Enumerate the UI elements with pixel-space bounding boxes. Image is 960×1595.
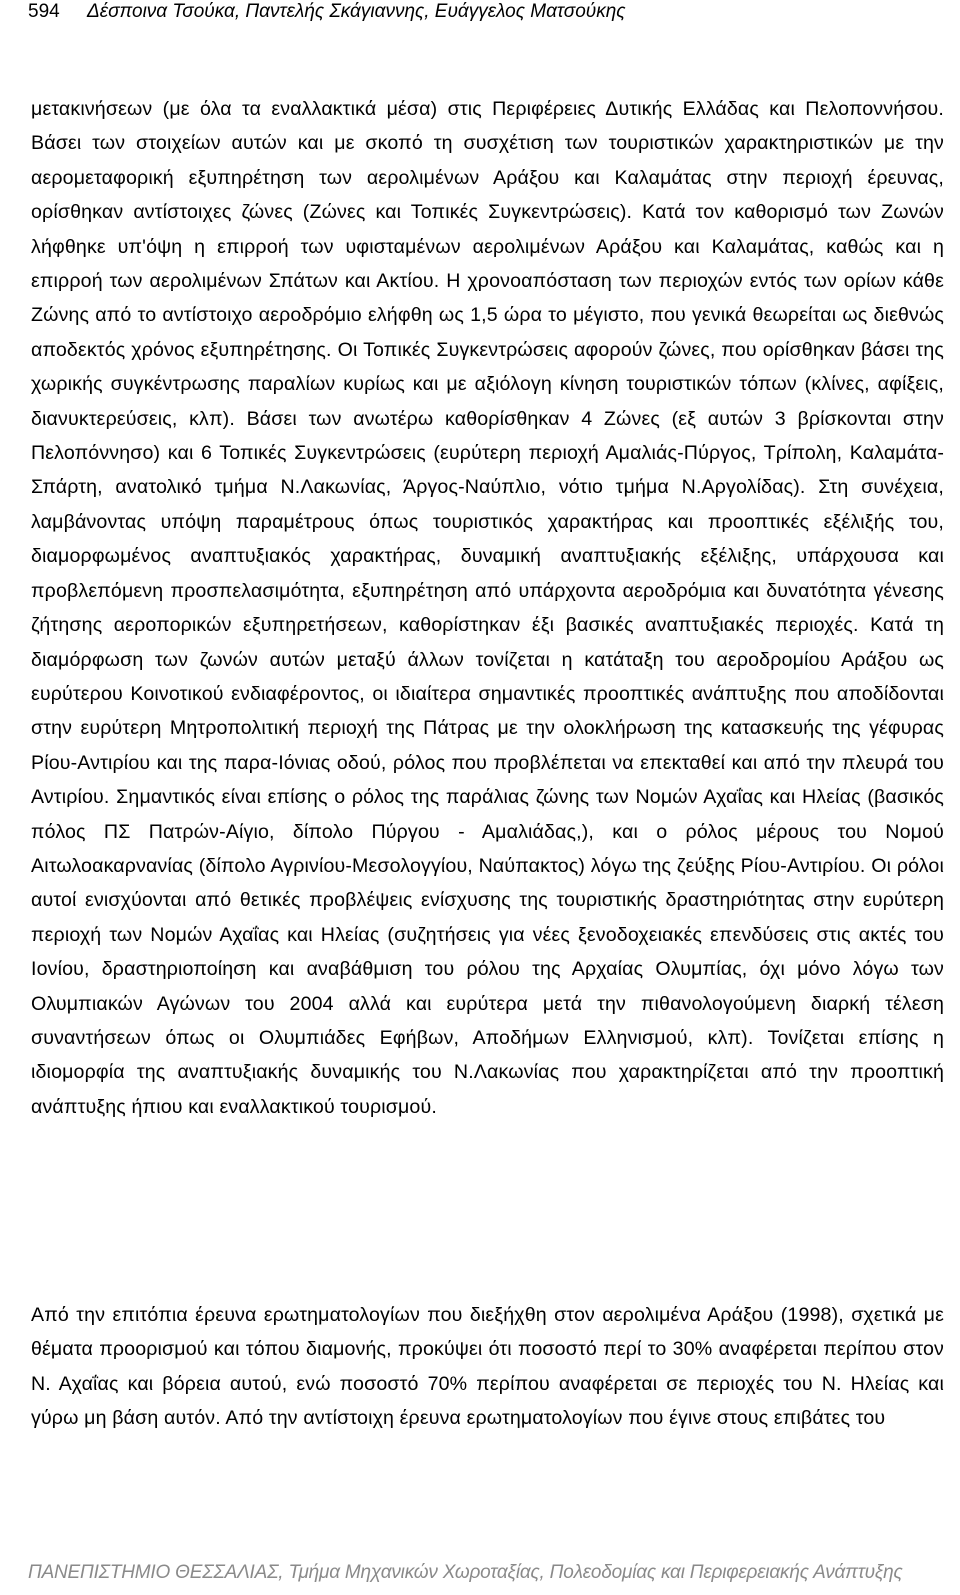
body-paragraph-2: Από την επιτόπια έρευνα ερωτηματολογίων που διεξήχθη στον αερολιμένα Αράξου (1998), σχετικά με θέματα προορισμού και τόπου διαμονής, προκύψει ότι ποσοστό περί το 30% αναφέρεται περίπου στον Ν. Αχαΐας και βόρεια αυτού, ενώ ποσοστό 70% περίπου αναφέρεται σε περιοχές του Ν. Ηλείας και γύρω μη βάση αυτόν. Από την αντίστοιχη έρευνα ερωτηματολογίων που έγινε στους επιβάτες του — [31, 1304, 944, 1430]
body-paragraph-1: μετακινήσεων (με όλα τα εναλλακτικά μέσα) στις Περιφέρειες Δυτικής Ελλάδας και Πελοποννήσου. Βάσει των στοιχείων αυτών και με σκοπό τη συσχέτιση των τουριστικών χαρακτηριστικών με την αερομεταφορική εξυπηρέτηση των αερολιμένων Αράξου και Καλαμάτας στην περιοχή έρευνας, ορίσθηκαν αντίστοιχες ζώνες (Ζώνες και Τοπικές Συγκεντρώσεις). Κατά τον καθορισμό των Ζωνών λήφθηκε υπ'όψη η επιρροή των υφισταμένων αερολιμένων Αράξου και Καλαμάτας, καθώς και η επιρροή των αερολιμένων Σπάτων και Ακτίου. Η χρονοαπόσταση των περιοχών εντός των ορίων κάθε Ζώνης από το αντίστοιχο αεροδρόμιο ελήφθη ως 1,5 ώρα το μέγιστο, που γενικά θεωρείται ως διεθνώς αποδεκτός χρόνος εξυπηρέτησης. Οι Τοπικές Συγκεντρώσεις αφορούν ζώνες, που ορίσθηκαν βάσει της χωρικής συγκέντρωσης παραλίων κυρίως και με αξιόλογη κίνηση τουριστικών τόπων (κλίνες, αφίξεις, διανυκτερεύσεις, κλπ). Βάσει των ανωτέρω καθορίσθηκαν 4 Ζώνες (εξ αυτών 3 βρίσκονται στην Πελοπόννησο) και 6 Τοπικές Συγκεντρώσεις (ευρύτερη περιοχή Αμαλιάς-Πύργος, Τρίπολη, Καλαμάτα-Σπάρτη, ανατολικό τμήμα Ν.Λακωνίας, Άργος-Ναύπλιο, νότιο τμήμα Ν.Αργολίδας). Στη συνέχεια, λαμβάνοντας υπόψη παραμέτρους όπως τουριστικός χαρακτήρας και προοπτικές εξέλιξής του, διαμορφωμένος αναπτυξιακός χαρακτήρας, δυναμική αναπτυξιακής εξέλιξης, υπάρχουσα και προβλεπόμενη προσπελασιμότητα, εξυπηρέτηση από υπάρχοντα αεροδρόμια και δυνατότητα γένεσης ζήτησης αεροπορικών εξυπηρετήσεων, καθορίστηκαν έξι βασικές αναπτυξιακές περιοχές. Κατά τη διαμόρφωση των ζωνών αυτών μεταξύ άλλων τονίζεται η κατάταξη του αεροδρομίου Αράξου ως ευρύτερου Κοινοτικού ενδιαφέροντος, οι ιδιαίτερα σημαντικές προοπτικές ανάπτυξης που αποδίδονται στην ευρύτερη Μητροπολιτική περιοχή της Πάτρας με την ολοκλήρωση της κατασκευής της γέφυρας Ρίου-Αντιρίου και της παρα-Ιόνιας οδού, ρόλος που προβλέπεται να επεκταθεί και από την πλευρά του Αντιρίου. Σημαντικός είναι επίσης ο ρόλος της παράλιας ζώνης των Νομών Αχαΐας και Ηλείας (βασικός πόλος ΠΣ Πατρών-Αίγιο, δίπολο Πύργου - Αμαλιάδας,), και ο ρόλος μέρους του Νομού Αιτωλοακαρνανίας (δίπολο Αγρινίου-Μεσολογγίου, Ναύπακτος) λόγω της ζεύξης Ρίου-Αντιρίου. Οι ρόλοι αυτοί ενισχύονται από θετικές προβλέψεις ενίσχυσης της τουριστικής δραστηριότητας στην ευρύτερη περιοχή των Νομών Αχαΐας και Ηλείας (συζητήσεις για νέες ξενοδοχειακές επενδύσεις στις ακτές του Ιονίου, δραστηριοποίηση και αναβάθμιση του ρόλου της Αρχαίας Ολυμπίας, όχι μόνο λόγω των Ολυμπιακών Αγώνων του 2004 αλλά και ευρύτερα μετά την πιθανολογούμενη διαρκή τέλεση συναντήσεων όπως οι Ολυμπιάδες Εφήβων, Αποδήμων Ελληνισμού, κλπ). Τονίζεται επίσης η ιδιομορφία της αναπτυξιακής δυναμικής του Ν.Λακωνίας που χαρακτηρίζεται από την προοπτική ανάπτυξης ήπιου και εναλλακτικού τουρισμού. — [31, 98, 944, 1118]
header-authors: Δέσποινα Τσούκα, Παντελής Σκάγιαννης, Ευάγγελος Ματσούκης — [86, 1, 626, 22]
running-header — [28, 0, 626, 24]
running-footer: ΠΑΝΕΠΙΣΤΗΜΙΟ ΘΕΣΣΑΛΙΑΣ, Τμήμα Μηχανικών Χωροταξίας, Πολεοδομίας και Περιφερειακής Ανάπτυξης — [28, 1562, 903, 1583]
page-number: 594 — [28, 1, 60, 22]
